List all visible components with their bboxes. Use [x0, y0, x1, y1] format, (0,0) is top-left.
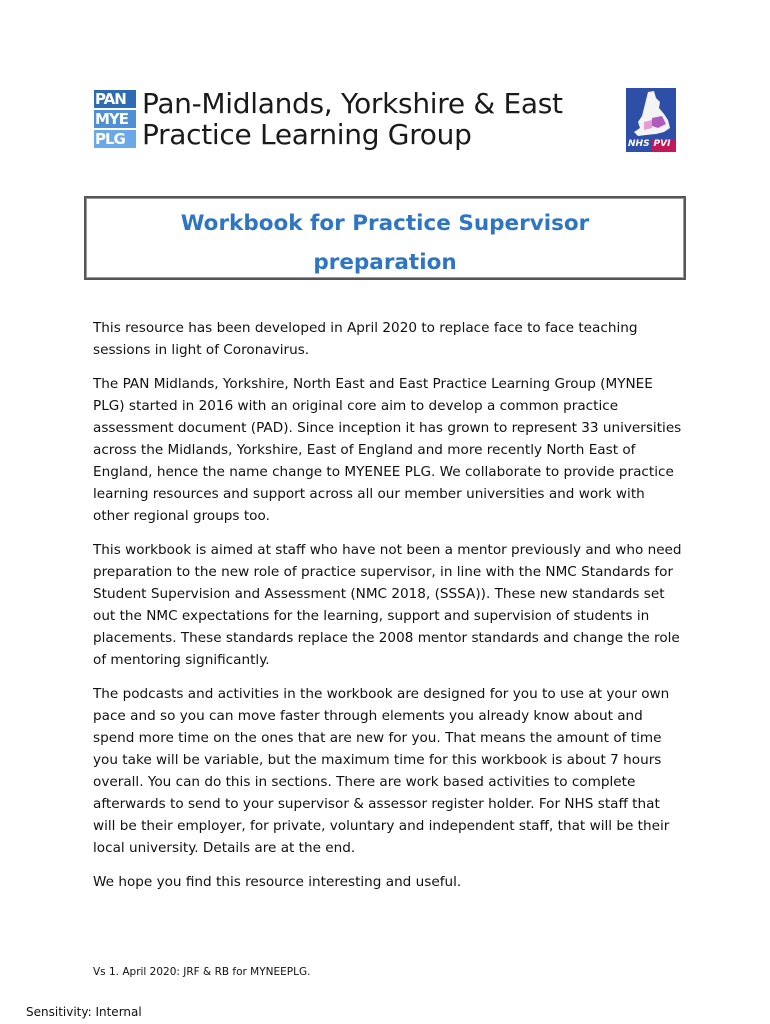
logo-line-plg: PLG: [94, 130, 136, 148]
document-body: [93, 317, 683, 905]
sensitivity-label: Sensitivity: Internal: [26, 1005, 142, 1019]
paragraph-about-plg: The PAN Midlands, Yorkshire, North East and East Practice Learning Group (MYNEE PLG) started in 2016 with an original core aim to develop a common practice assessment document (PAD). Since inception it has grown to represent 33 universities across the Midlands, Yorkshire, East of England and more recently North East of England, hence the name change to MYENEE PLG. We collaborate to provide practice learning resources and support across all our member universities and work with other regional groups too.: [93, 376, 682, 524]
paragraph-audience: This workbook is aimed at staff who have not been a mentor previously and who need preparation to the new role of practice supervisor, in line with the NMC Standards for Student Supervision and Assessment (NMC 2018, (SSSA)). These new standards set out the NMC expectations for the learning, support and supervision of students in placements. These standards replace the 2008 mentor standards and change the role of mentoring significantly.: [93, 542, 682, 668]
pvi-badge-label: PVI: [652, 139, 676, 152]
org-title-line1: Pan-Midlands, Yorkshire & East: [142, 87, 563, 120]
paragraph-intro: This resource has been developed in April 2020 to replace face to face teaching sessions in light of Coronavirus.: [93, 320, 638, 358]
version-note: Vs 1. April 2020: JRF & RB for MYNEEPLG.: [93, 966, 311, 978]
plg-logo: [94, 90, 136, 150]
workbook-title: [86, 204, 684, 282]
paragraph-podcasts: The podcasts and activities in the workbook are designed for you to use at your own pace and so you can move faster through elements you already know about and spend more time on the ones that are new for you. That means the amount of time you take will be variable, but the maximum time for this workbook is about 7 hours overall. You can do this in sections. There are work based activities to complete afterwards to send to your supervisor & assessor register holder. For NHS staff that will be their employer, for private, voluntary and independent staff, that will be their local university. Details are at the end.: [93, 686, 670, 856]
england-map-icon: [626, 88, 676, 139]
document-header: [94, 88, 676, 158]
logo-line-pan: PAN: [94, 90, 136, 108]
organization-title: [142, 88, 563, 150]
title-line2: preparation: [313, 250, 457, 275]
logo-line-mye: MYE: [94, 110, 136, 128]
title-line1: Workbook for Practice Supervisor: [180, 211, 590, 236]
nhs-pvi-logo: [626, 88, 676, 152]
paragraph-closing: We hope you find this resource interesting and useful.: [93, 874, 462, 890]
nhs-pvi-badge: [626, 139, 676, 152]
nhs-badge-label: NHS: [626, 139, 652, 152]
org-title-line2: Practice Learning Group: [142, 118, 472, 151]
title-box: [84, 196, 686, 280]
